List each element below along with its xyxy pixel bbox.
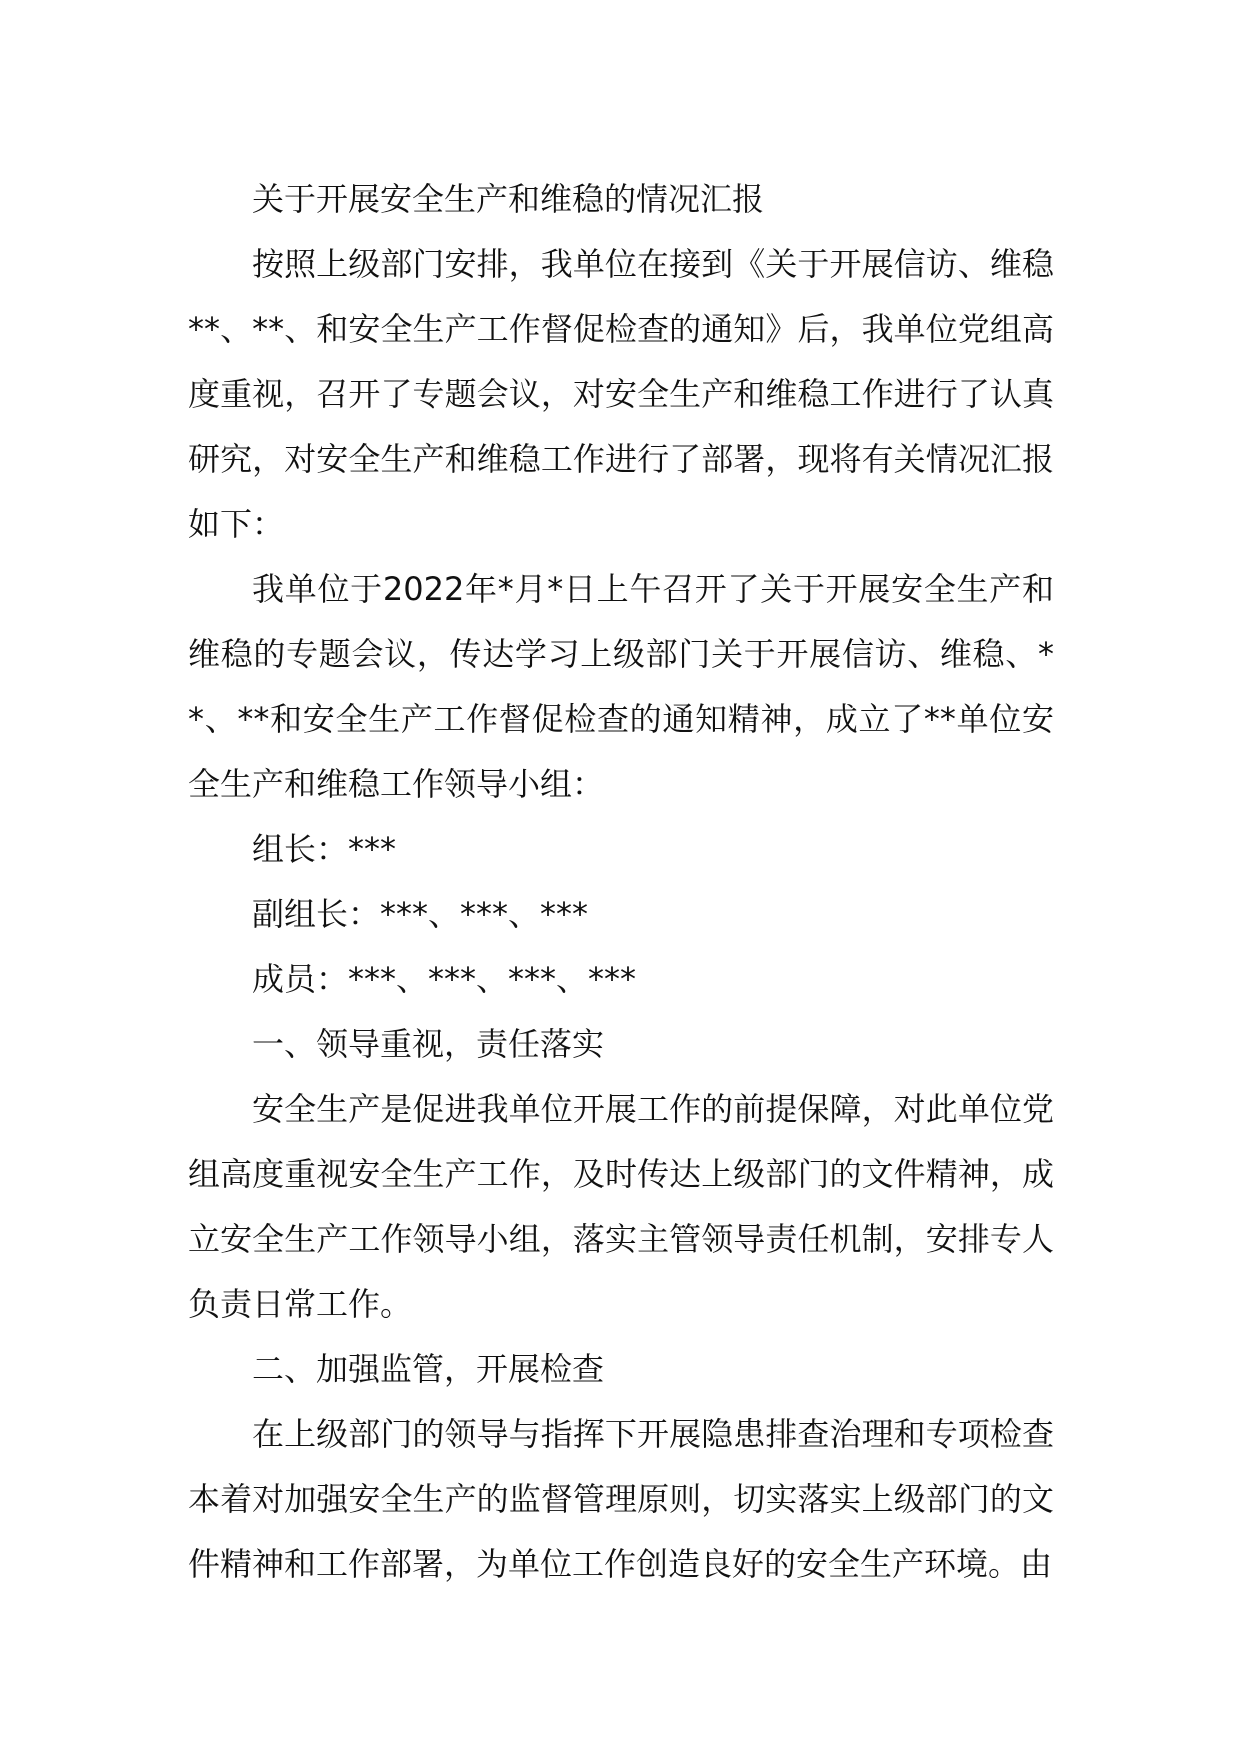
intro-paragraph: 按照上级部门安排，我单位在接到《关于开展信访、维稳**、**、和安全生产工作督促检查的通知》后，我单位党组高度重视，召开了专题会议，对安全生产和维稳工作进行了认真研究，对安全生产和维稳工作进行了部署，现将有关情况汇报如下：	[188, 245, 1054, 543]
section-1-heading: 一、领导重视，责任落实	[252, 1025, 605, 1063]
section-2-heading: 二、加强监管，开展检查	[252, 1350, 605, 1388]
meeting-paragraph: 我单位于2022年*月*日上午召开了关于开展安全生产和维稳的专题会议，传达学习上级部门关于开展信访、维稳、**、**和安全生产工作督促检查的通知精神，成立了**单位安全生产和维稳工作领导小组：	[188, 570, 1054, 803]
document-title: 关于开展安全生产和维稳的情况汇报	[252, 180, 765, 218]
section-1-paragraph: 安全生产是促进我单位开展工作的前提保障，对此单位党组高度重视安全生产工作，及时传达上级部门的文件精神，成立安全生产工作领导小组，落实主管领导责任机制，安排专人负责日常工作。	[188, 1090, 1054, 1323]
group-leader-line: 组长：***	[252, 830, 397, 868]
document-page	[188, 166, 1054, 1597]
members-line: 成员：***、***、***、***	[252, 960, 637, 998]
section-2-paragraph: 在上级部门的领导与指挥下开展隐患排查治理和专项检查本着对加强安全生产的监督管理原则，切实落实上级部门的文件精神和工作部署，为单位工作创造良好的安全生产环境。由	[188, 1415, 1054, 1583]
deputy-leader-line: 副组长：***、***、***	[252, 895, 589, 933]
